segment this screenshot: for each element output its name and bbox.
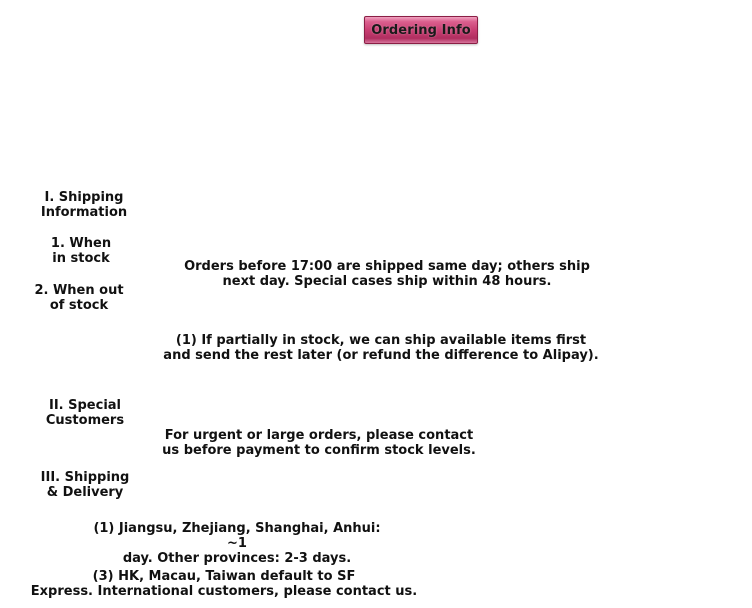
ordering-info-button[interactable]	[364, 16, 478, 44]
out-of-stock-label: 2. When out of stock	[34, 283, 124, 313]
delivery-region-note-3: (3) HK, Macau, Taiwan default to SF Express. International customers, please contact us.	[30, 569, 418, 599]
delivery-region-note-1: (1) Jiangsu, Zhejiang, Shanghai, Anhui: ~1 day. Other provinces: 2-3 days.	[93, 521, 381, 566]
shipping-information-heading: I. Shipping Information	[40, 190, 128, 220]
in-stock-description: Orders before 17:00 are shipped same day; others ship next day. Special cases ship within 48 hours.	[184, 259, 590, 289]
shipping-delivery-heading: III. Shipping & Delivery	[40, 470, 130, 500]
special-customers-description: For urgent or large orders, please contact us before payment to confirm stock levels.	[162, 428, 476, 458]
in-stock-label: 1. When in stock	[50, 236, 112, 266]
ordering-info-label: Ordering Info	[371, 22, 471, 38]
special-customers-heading: II. Special Customers	[45, 398, 125, 428]
out-of-stock-description: (1) If partially in stock, we can ship available items first and send the rest later (or refund the difference to Alipay).	[163, 333, 599, 363]
